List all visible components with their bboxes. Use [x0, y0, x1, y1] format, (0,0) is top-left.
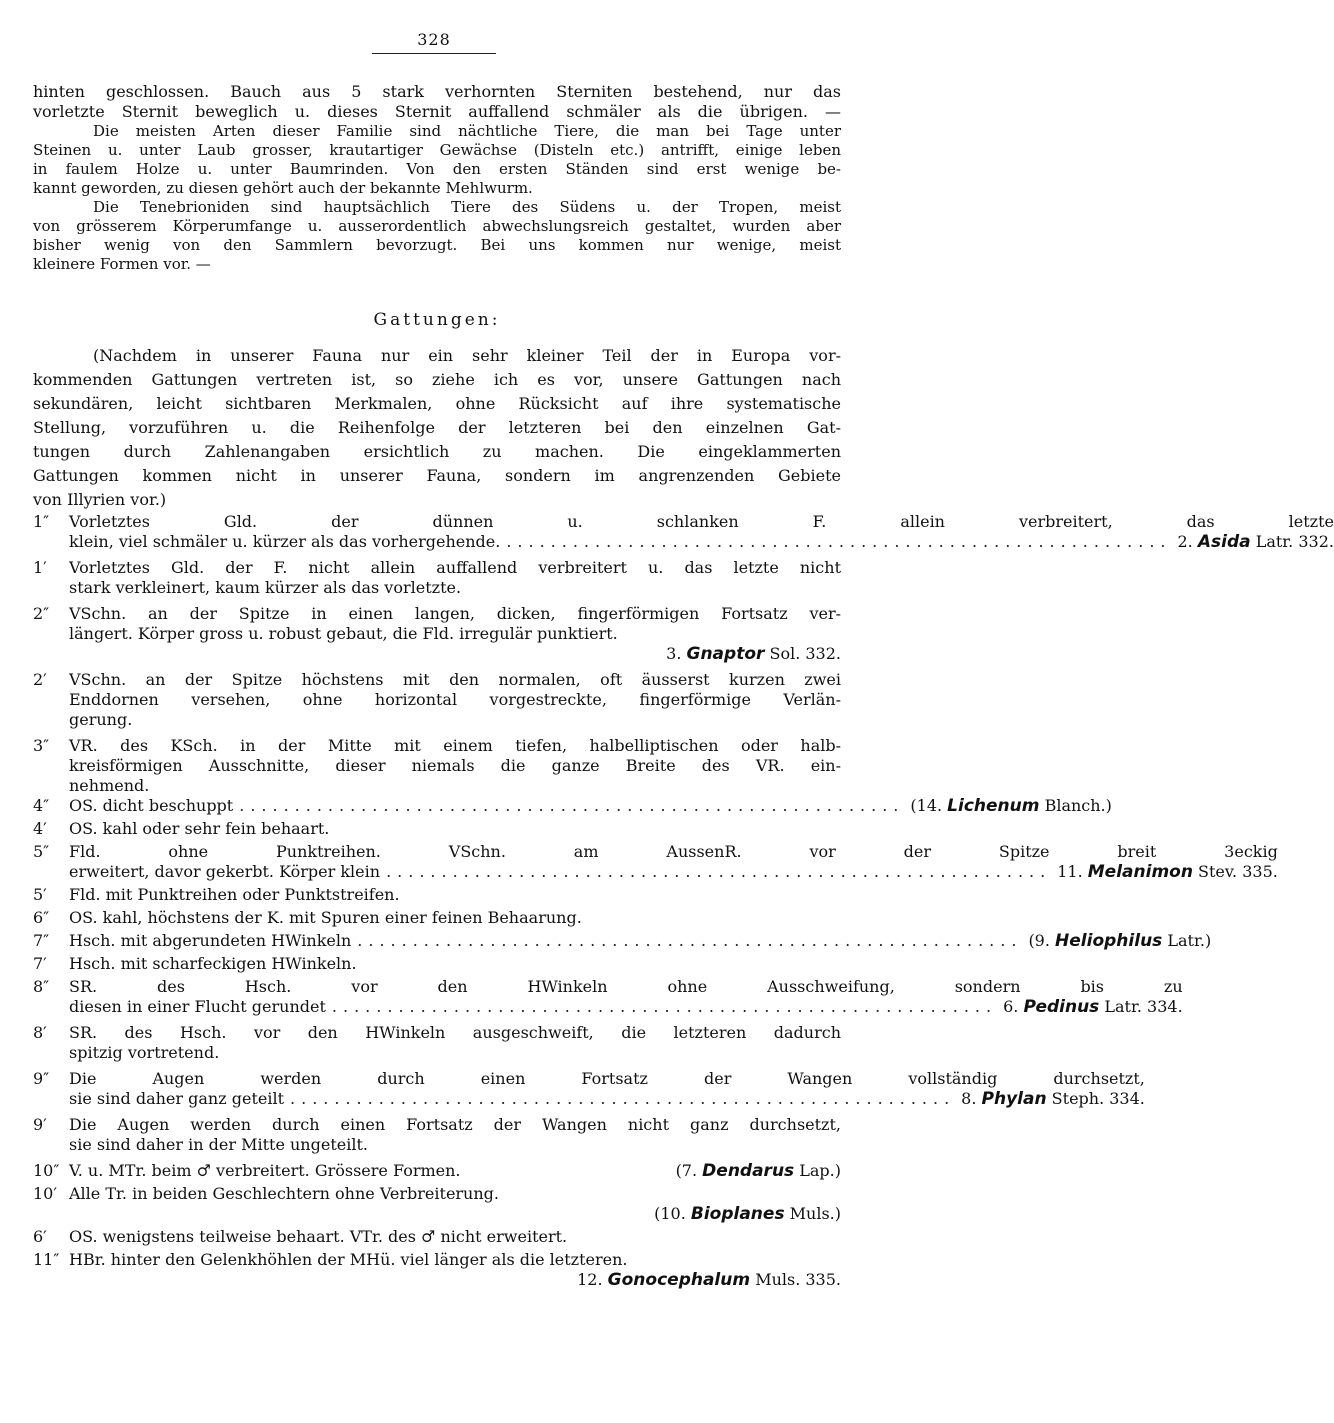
text-line: kleinere Formen vor. —: [33, 255, 211, 273]
genus-number: (9.: [1028, 931, 1050, 950]
key-text: OS. dicht beschuppt: [69, 796, 234, 815]
key-text: V. u. MTr. beim ♂ verbreitert. Grössere Formen.: [69, 1161, 461, 1180]
key-entry: [33, 736, 841, 796]
text-line: hinten geschlossen. Bauch aus 5 stark verhornten Sterniten bestehend, nur das: [33, 82, 841, 101]
text-line: Die Tenebrioniden sind hauptsächlich Tiere des Südens u. der Tropen, meist: [93, 198, 841, 216]
key-label: 8″: [33, 977, 50, 996]
key-text: stark verkleinert, kaum kürzer als das vorletzte.: [69, 578, 462, 597]
key-entry: [33, 842, 1278, 882]
text-line: kannt geworden, zu diesen gehört auch der bekannte Mehlwurm.: [33, 179, 533, 197]
genus-name: Gnaptor: [686, 644, 765, 664]
key-text: OS. kahl, höchstens der K. mit Spuren einer feinen Behaarung.: [69, 908, 582, 927]
key-result-line: sie sind daher ganz geteilt ............................................................ 8. Phylan Steph. 334.: [69, 1089, 1145, 1109]
key-result-line: OS. dicht beschuppt ............................................................ (14. Lichenum Blanch.): [69, 796, 1112, 816]
key-entry: [33, 885, 841, 905]
text-line: kommenden Gattungen vertreten ist, so ziehe ich es vor, unsere Gattungen nach: [33, 370, 841, 389]
text-line: bisher wenig von den Sammlern bevorzugt. Bei uns kommen nur wenige, meist: [33, 236, 841, 254]
genus-number: 3.: [666, 644, 682, 663]
key-text: VSchn. an der Spitze in einen langen, dicken, fingerförmigen Fortsatz ver-: [69, 604, 841, 623]
key-text: Fld. mit Punktreihen oder Punktstreifen.: [69, 885, 400, 904]
key-text: Vorletztes Gld. der F. nicht allein auffallend verbreitert u. das letzte nicht: [69, 558, 841, 577]
key-entry: [33, 558, 841, 598]
key-entry: [33, 1250, 841, 1290]
key-result-line: erweitert, davor gekerbt. Körper klein ............................................................ 11. Melanimon Stev. 335.: [69, 862, 1278, 882]
key-entry: [33, 1115, 841, 1155]
key-entry: [33, 1069, 1145, 1109]
key-label: 1″: [33, 512, 50, 531]
key-text: nehmend.: [69, 776, 150, 795]
key-text: spitzig vortretend.: [69, 1043, 220, 1062]
key-entry: [33, 1161, 841, 1181]
identification-key: [33, 512, 1334, 1290]
key-entry: [33, 512, 1334, 552]
key-result-line: klein, viel schmäler u. kürzer als das vorhergehende. ............................................................ 2. Asida Latr. 332.: [69, 532, 1334, 552]
genus-number: (10.: [654, 1204, 686, 1223]
text-line: Die meisten Arten dieser Familie sind nächtliche Tiere, die man bei Tage unter: [93, 122, 841, 140]
key-text: sie sind daher ganz geteilt: [69, 1089, 285, 1108]
key-text: erweitert, davor gekerbt. Körper klein: [69, 862, 381, 881]
genus-name: Phylan: [981, 1089, 1047, 1109]
genus-name: Melanimon: [1087, 862, 1193, 882]
text-line: sekundären, leicht sichtbaren Merkmalen, ohne Rücksicht auf ihre systematische: [33, 394, 841, 413]
key-label: 11″: [33, 1250, 60, 1269]
text-line: tungen durch Zahlenangaben ersichtlich zu machen. Die eingeklammerten: [33, 442, 841, 461]
key-text: Alle Tr. in beiden Geschlechtern ohne Verbreiterung.: [69, 1184, 499, 1203]
genus-name: Asida: [1197, 532, 1251, 552]
text-line: Steinen u. unter Laub grosser, krautartiger Gewächse (Disteln etc.) antrifft, einige leben: [33, 141, 841, 159]
key-entry: [33, 977, 1183, 1017]
text-line: vorletzte Sternit beweglich u. dieses Sternit auffallend schmäler als die übrigen. —: [33, 102, 841, 121]
key-text: kreisförmigen Ausschnitte, dieser niemals die ganze Breite des VR. ein-: [69, 756, 841, 775]
key-text: VSchn. an der Spitze höchstens mit den normalen, oft äusserst kurzen zwei: [69, 670, 841, 689]
key-text: gerung.: [69, 710, 133, 729]
genus-number: 6.: [1003, 997, 1019, 1016]
genus-name: Heliophilus: [1055, 931, 1163, 951]
key-label: 2′: [33, 670, 47, 689]
key-label: 5′: [33, 885, 47, 904]
key-text: Enddornen versehen, ohne horizontal vorgestreckte, fingerförmige Verlän-: [69, 690, 841, 709]
key-text: VR. des KSch. in der Mitte mit einem tiefen, halbelliptischen oder halb-: [69, 736, 841, 755]
intro-paragraph: [33, 82, 841, 274]
key-result-line: diesen in einer Flucht gerundet ............................................................ 6. Pedinus Latr. 334.: [69, 997, 1183, 1017]
key-entry: [33, 908, 841, 928]
key-text: Hsch. mit abgerundeten HWinkeln: [69, 931, 352, 950]
key-result-line: [69, 1161, 841, 1181]
genus-author: Stev. 335.: [1198, 862, 1278, 881]
key-entry: [33, 1023, 841, 1063]
key-result-line: Hsch. mit abgerundeten HWinkeln ............................................................ (9. Heliophilus Latr.): [69, 931, 1212, 951]
key-label: 4′: [33, 819, 47, 838]
key-result-line: [69, 1204, 841, 1224]
key-text: Die Augen werden durch einen Fortsatz der Wangen vollständig durchsetzt,: [69, 1069, 1145, 1088]
section-heading: Gattungen:: [373, 310, 501, 330]
genus-name: Bioplanes: [690, 1204, 785, 1224]
key-entry: [33, 819, 841, 839]
key-label: 6″: [33, 908, 50, 927]
text-line: (Nachdem in unserer Fauna nur ein sehr kleiner Teil der in Europa vor-: [93, 346, 841, 365]
genus-author: Latr.): [1167, 931, 1212, 950]
key-label: 2″: [33, 604, 50, 623]
key-text: längert. Körper gross u. robust gebaut, die Fld. irregulär punktiert.: [69, 624, 618, 643]
key-text: Fld. ohne Punktreihen. VSchn. am AussenR. vor der Spitze breit 3eckig: [69, 842, 1278, 861]
text-line: Gattungen kommen nicht in unserer Fauna, sondern im angrenzenden Gebiete: [33, 466, 841, 485]
genus-author: Muls.): [789, 1204, 841, 1223]
genus-author: Lap.): [799, 1161, 841, 1180]
key-text: HBr. hinter den Gelenkhöhlen der MHü. viel länger als die letzteren.: [69, 1250, 628, 1269]
text-line: Stellung, vorzuführen u. die Reihenfolge der letzteren bei den einzelnen Gat-: [33, 418, 841, 437]
key-text: klein, viel schmäler u. kürzer als das vorhergehende.: [69, 532, 501, 551]
genus-number: 12.: [577, 1270, 603, 1289]
key-entry: [33, 1227, 841, 1247]
genus-author: Muls. 335.: [755, 1270, 841, 1289]
key-result-line: [69, 1270, 841, 1290]
text-line: in faulem Holze u. unter Baumrinden. Von den ersten Ständen sind erst wenige be-: [33, 160, 841, 178]
key-text: Die Augen werden durch einen Fortsatz der Wangen nicht ganz durchsetzt,: [69, 1115, 841, 1134]
key-label: 9″: [33, 1069, 50, 1088]
key-text: SR. des Hsch. vor den HWinkeln ausgeschweift, die letzteren dadurch: [69, 1023, 841, 1042]
key-entry: [33, 604, 841, 664]
genus-number: 2.: [1177, 532, 1193, 551]
key-entry: [33, 1184, 841, 1224]
genus-author: Blanch.): [1044, 796, 1112, 815]
preface-paragraph: [33, 344, 841, 512]
key-text: OS. kahl oder sehr fein behaart.: [69, 819, 330, 838]
key-text: OS. wenigstens teilweise behaart. VTr. des ♂ nicht erweitert.: [69, 1227, 568, 1246]
key-entry: [33, 954, 841, 974]
key-label: 10′: [33, 1184, 57, 1203]
genus-name: Dendarus: [702, 1161, 795, 1181]
genus-number: (14.: [910, 796, 943, 815]
genus-author: Sol. 332.: [769, 644, 841, 663]
genus-number: 11.: [1057, 862, 1083, 881]
text-line: von grösserem Körperumfange u. ausserordentlich abwechslungsreich gestaltet, wurden aber: [33, 217, 841, 235]
key-label: 6′: [33, 1227, 47, 1246]
key-text: Hsch. mit scharfeckigen HWinkeln.: [69, 954, 357, 973]
genus-author: Steph. 334.: [1051, 1089, 1145, 1108]
key-text: diesen in einer Flucht gerundet: [69, 997, 326, 1016]
key-text: SR. des Hsch. vor den HWinkeln ohne Ausschweifung, sondern bis zu: [69, 977, 1183, 996]
key-label: 5″: [33, 842, 50, 861]
key-result-line: [69, 644, 841, 664]
key-label: 8′: [33, 1023, 47, 1042]
text-line: von Illyrien vor.): [33, 490, 167, 509]
key-label: 7″: [33, 931, 50, 950]
key-entry: [33, 670, 841, 730]
genus-name: Pedinus: [1023, 997, 1100, 1017]
key-label: 4″: [33, 796, 50, 815]
genus-number: 8.: [961, 1089, 977, 1108]
genus-name: Lichenum: [947, 796, 1040, 816]
key-text: Vorletztes Gld. der dünnen u. schlanken F. allein verbreitert, das letzte: [69, 512, 1334, 531]
key-label: 9′: [33, 1115, 47, 1134]
page-number: 328: [372, 30, 496, 54]
key-text: sie sind daher in der Mitte ungeteilt.: [69, 1135, 368, 1154]
genus-author: Latr. 334.: [1104, 997, 1183, 1016]
key-label: 1′: [33, 558, 47, 577]
key-label: 10″: [33, 1161, 60, 1180]
key-entry: [33, 931, 1212, 951]
genus-number: (7.: [675, 1161, 698, 1180]
key-label: 3″: [33, 736, 50, 755]
genus-author: Latr. 332.: [1255, 532, 1334, 551]
key-label: 7′: [33, 954, 47, 973]
genus-name: Gonocephalum: [607, 1270, 751, 1290]
key-entry: [33, 796, 1112, 816]
